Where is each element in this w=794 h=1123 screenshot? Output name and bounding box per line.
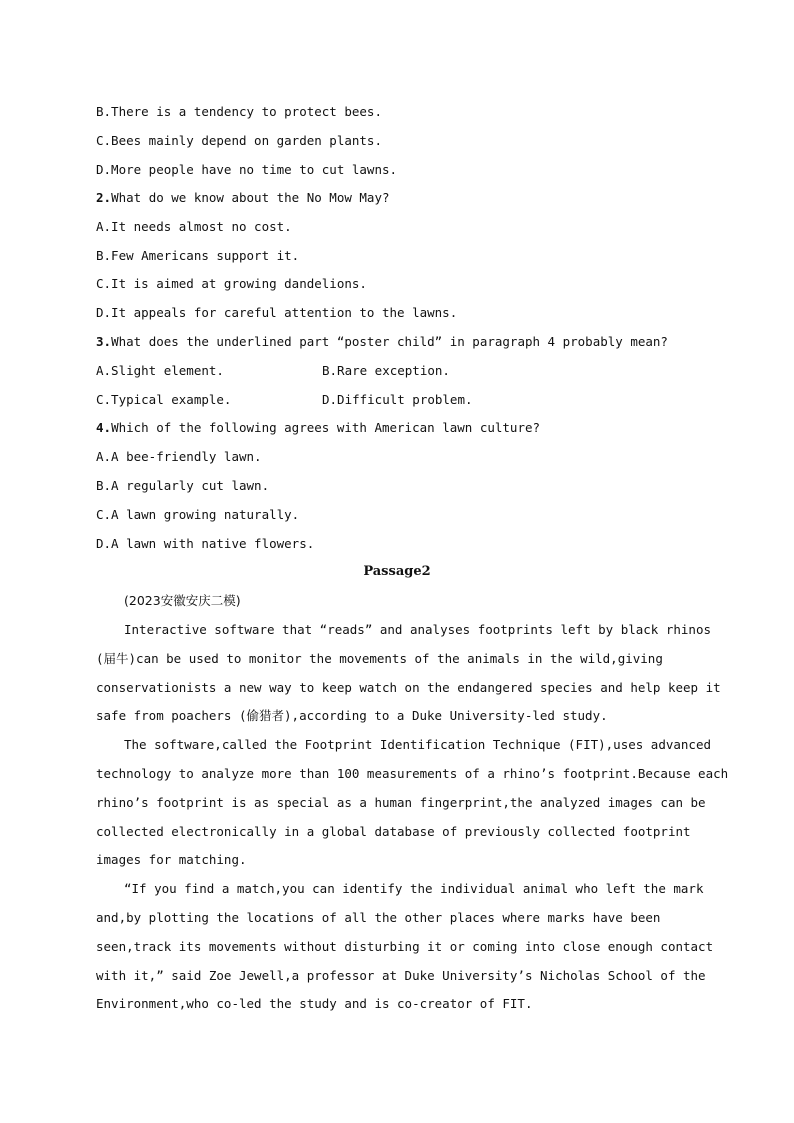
q4-option-c: C.A lawn growing naturally.	[96, 507, 300, 522]
q3-option-d: D.Difficult problem.	[322, 392, 473, 407]
q4-stem: Which of the following agrees with American lawn culture?	[111, 420, 541, 435]
q2-option-d: D.It appeals for careful attention to the lawns.	[96, 305, 458, 320]
p3-line-3: seen,track its movements without disturbing it or coming into close enough contact	[96, 939, 714, 954]
q4-option-d: D.A lawn with native flowers.	[96, 536, 315, 551]
p2-line-4: collected electronically in a global database of previously collected footprint	[96, 824, 691, 839]
p3-line-1: “If you find a match,you can identify the individual animal who left the mark	[124, 881, 704, 896]
p3-line-4: with it,” said Zoe Jewell,a professor at Duke University’s Nicholas School of the	[96, 968, 706, 983]
p1-line-1: Interactive software that “reads” and analyses footprints left by black rhinos	[124, 622, 711, 637]
p3-line-5: Environment,who co-led the study and is co-creator of FIT.	[96, 996, 533, 1011]
q1-option-c: C.Bees mainly depend on garden plants.	[96, 133, 382, 148]
q2-question	[96, 190, 390, 206]
q3-option-b: B.Rare exception.	[322, 363, 450, 378]
p3-line-2: and,by plotting the locations of all the other places where marks have been	[96, 910, 661, 925]
q1-option-b: B.There is a tendency to protect bees.	[96, 104, 382, 119]
q3-question	[96, 334, 668, 350]
q2-option-c: C.It is aimed at growing dandelions.	[96, 276, 367, 291]
q3-option-c: C.Typical example.	[96, 392, 232, 407]
q2-number: 2.	[96, 190, 112, 205]
q2-option-a: A.It needs almost no cost.	[96, 219, 292, 234]
q1-option-d: D.More people have no time to cut lawns.	[96, 162, 398, 177]
p1-line-4: safe from poachers (偷猎者),according to a Duke University-led study.	[96, 708, 608, 723]
passage-source: (2023安徽安庆二模)	[124, 593, 241, 608]
q3-stem: What does the underlined part “poster child” in paragraph 4 probably mean?	[111, 334, 668, 349]
passage-title: Passage2	[363, 564, 431, 579]
p1-line-2: (届牛)can be used to monitor the movements of the animals in the wild,giving	[96, 651, 663, 666]
q4-option-a: A.A bee-friendly lawn.	[96, 449, 262, 464]
p2-line-5: images for matching.	[96, 852, 247, 867]
q3-option-a: A.Slight element.	[96, 363, 224, 378]
p2-line-1: The software,called the Footprint Identification Technique (FIT),uses advanced	[124, 737, 711, 752]
q3-number: 3.	[96, 334, 112, 349]
p2-line-2: technology to analyze more than 100 measurements of a rhino’s footprint.Because each	[96, 766, 729, 781]
q2-option-b: B.Few Americans support it.	[96, 248, 300, 263]
p1-line-3: conservationists a new way to keep watch on the endangered species and help keep it	[96, 680, 721, 695]
q4-number: 4.	[96, 420, 112, 435]
q4-option-b: B.A regularly cut lawn.	[96, 478, 270, 493]
q4-question	[96, 420, 540, 436]
p2-line-3: rhino’s footprint is as special as a human fingerprint,the analyzed images can be	[96, 795, 706, 810]
q2-stem: What do we know about the No Mow May?	[111, 190, 390, 205]
